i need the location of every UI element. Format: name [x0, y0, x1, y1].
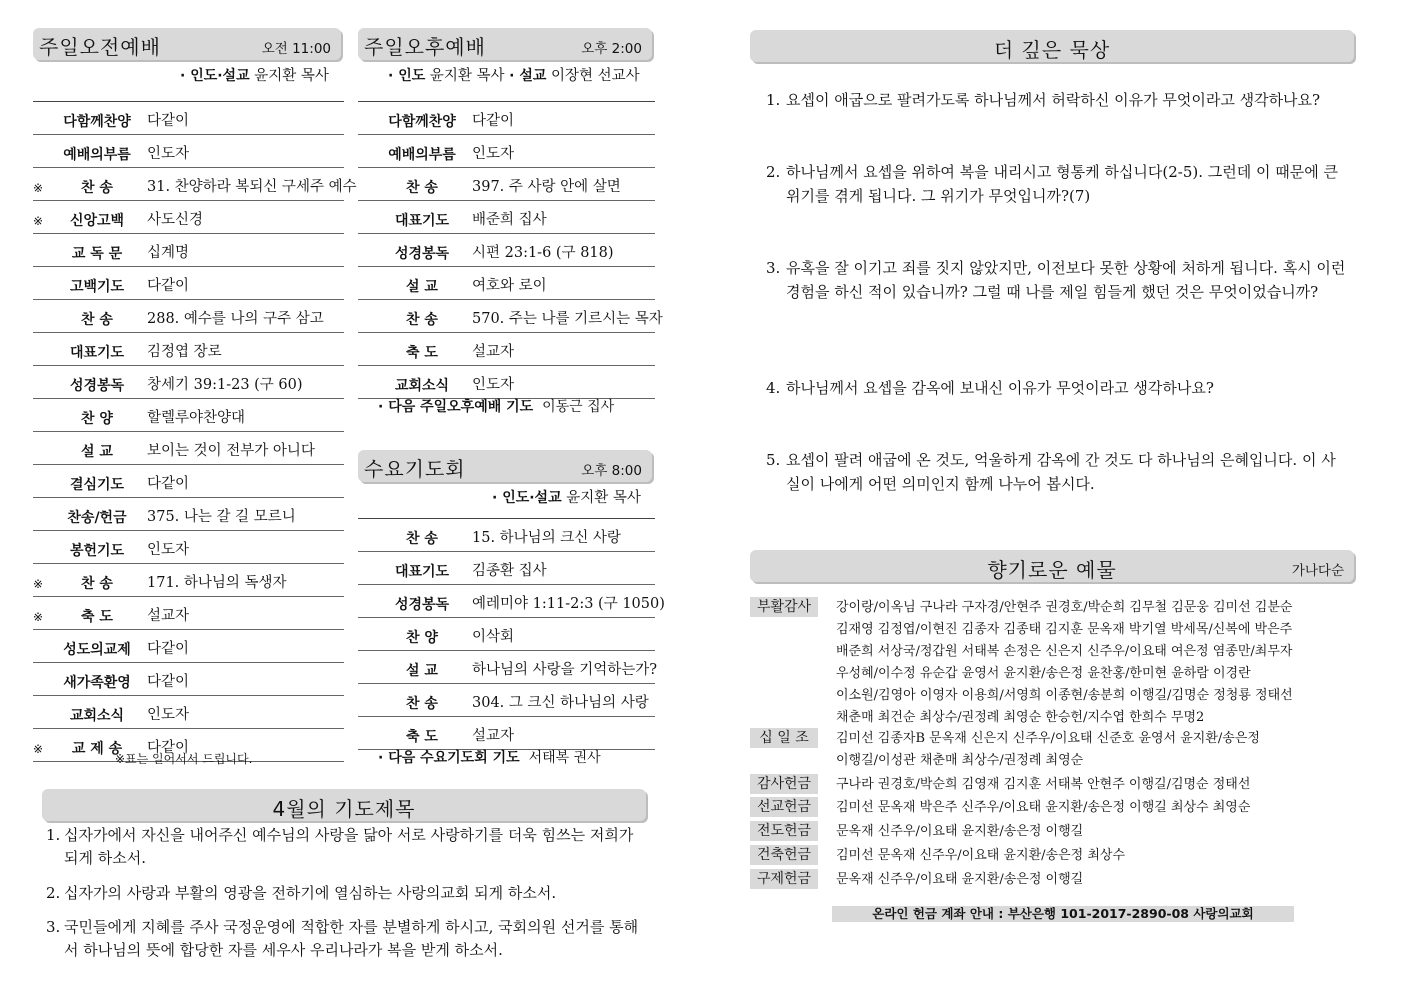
order-row [33, 432, 344, 465]
order-row-value: 171. 하나님의 독생자 [147, 575, 287, 591]
wednesday-leader [492, 486, 641, 507]
order-row-value: 288. 예수를 나의 구주 삼고 [147, 311, 324, 327]
order-row [358, 234, 655, 267]
order-row-label: 설 교 [406, 279, 438, 295]
prayer-item-number: 3. [46, 918, 61, 936]
meditation-title: 더 깊은 묵상 [993, 38, 1111, 62]
offering-name-line: 이소원/김영아 이영자 이용희/서영희 이종현/송분희 이행길/김명순 정청룡 정태선 [836, 688, 1293, 703]
order-row-value: 인도자 [472, 377, 515, 393]
prayer-item-number: 2. [46, 884, 61, 902]
morning-leader [180, 64, 329, 85]
offering-names [836, 774, 1346, 796]
prayer-item-number: 1. [46, 826, 61, 844]
order-row-label: 예배의부름 [388, 147, 456, 163]
order-row-value: 시편 23:1-6 (구 818) [472, 245, 614, 261]
afternoon-service-time: 오후 2:00 [581, 41, 642, 57]
order-row-value: 배준희 집사 [472, 212, 547, 228]
offering-name-line: 김재영 김정엽/이현진 김종자 김종태 김지훈 문옥재 박기열 박세목/신복에 박은주 [836, 622, 1293, 637]
order-row-label: 찬 송 [81, 180, 113, 196]
wednesday-next-name: 서태복 권사 [528, 750, 601, 766]
order-row [33, 201, 344, 234]
order-row [33, 663, 344, 696]
order-row [358, 201, 655, 234]
standing-mark: ※ [33, 742, 44, 756]
order-row [358, 519, 655, 552]
order-row-value: 다같이 [147, 674, 190, 690]
order-row-value: 창세기 39:1-23 (구 60) [147, 377, 303, 393]
order-row-value: 여호와 로이 [472, 278, 547, 294]
order-row [358, 651, 658, 684]
order-row-label: 성경봉독 [394, 597, 450, 613]
morning-leader-label: · 인도·설교 [180, 68, 250, 84]
wednesday-leader-label: · 인도·설교 [492, 490, 562, 506]
prayer-topics-title: 4월의 기도제목 [272, 797, 416, 821]
offering-title: 향기로운 예물 [987, 558, 1117, 582]
offering-category: 부활감사 [750, 597, 818, 617]
order-row-value: 인도자 [147, 707, 190, 723]
order-row-label: 성경봉독 [69, 378, 125, 394]
order-row-label: 다함께찬양 [63, 114, 131, 130]
order-row [358, 135, 655, 168]
meditation-question-text: 하나님께서 요셉을 위하여 복을 내리시고 형통케 하십니다(2-5). 그런데 이 때문에 큰 위기를 겪게 됩니다. 그 위기가 무엇입니까?(7) [786, 163, 1338, 205]
meditation-question-text: 유혹을 잘 이기고 죄를 짓지 않았지만, 이전보다 못한 상황에 처하게 됩니다. 혹시 이런 경험을 하신 적이 있습니까? 그럴 때 나를 제일 힘들게 했던 것은 무엇이었습니까? [786, 259, 1346, 301]
order-row-value: 예레미야 1:11-2:3 (구 1050) [472, 596, 665, 612]
order-row [358, 267, 655, 300]
order-row-label: 다함께찬양 [388, 114, 456, 130]
order-row-label: 축 도 [406, 345, 438, 361]
order-row-label: 찬송/헌금 [67, 510, 127, 526]
order-row-label: 교 제 송 [71, 741, 123, 757]
meditation-question-text: 요셉이 애굽으로 팔려가도록 하나님께서 허락하신 이유가 무엇이라고 생각하나요? [786, 91, 1321, 109]
order-row [358, 618, 655, 651]
order-row [358, 717, 655, 750]
offering-category: 전도헌금 [750, 821, 818, 841]
wednesday-next-label: · 다음 수요기도회 기도 [378, 750, 520, 766]
offering-name-line: 김미선 김종자B 문옥재 신은지 신주우/이요태 신준호 윤영서 윤지환/송은정 [836, 731, 1260, 746]
order-row [33, 531, 344, 564]
order-row [33, 597, 344, 630]
order-row-value: 397. 주 사랑 안에 살면 [472, 179, 621, 195]
order-row [358, 585, 665, 618]
wednesday-service-header [358, 450, 652, 482]
standing-mark: ※ [33, 181, 44, 195]
order-row-label: 고백기도 [69, 279, 125, 295]
order-row [358, 333, 655, 366]
morning-service-title: 주일오전예배 [39, 35, 161, 59]
order-row-label: 찬 송 [406, 312, 438, 328]
order-row [33, 168, 357, 201]
order-row [33, 234, 344, 267]
order-row-value: 보이는 것이 전부가 아니다 [147, 443, 315, 459]
offering-names [836, 597, 1346, 729]
order-row [33, 300, 344, 333]
order-row [358, 552, 655, 585]
order-row-label: 찬 송 [81, 312, 113, 328]
afternoon-preacher-name: 이장현 선교사 [550, 68, 640, 84]
offering-category: 감사헌금 [750, 774, 818, 794]
offering-names [836, 821, 1346, 843]
offering-category: 십 일 조 [750, 728, 818, 748]
order-row-label: 신앙고백 [69, 213, 125, 229]
order-row [358, 684, 655, 717]
order-row-value: 다같이 [147, 113, 190, 129]
afternoon-order-list [358, 101, 663, 399]
order-row [33, 333, 344, 366]
standing-mark: ※ [33, 610, 44, 624]
order-row [358, 366, 655, 399]
morning-service-time: 오전 11:00 [261, 41, 331, 57]
offering-name-line: 배준희 서상국/정갑원 서태복 손정은 신은지 신주우/이요태 여은정 염종만/최무자 [836, 644, 1293, 659]
order-row [358, 168, 655, 201]
order-row-label: 설 교 [81, 444, 113, 460]
wednesday-service-time: 오후 8:00 [581, 463, 642, 479]
order-row-value: 할렐루야찬양대 [147, 410, 246, 426]
order-row-label: 성경봉독 [394, 246, 450, 262]
order-row-label: 새가족환영 [63, 675, 131, 691]
order-row-value: 설교자 [147, 608, 190, 624]
wednesday-order-list [358, 518, 665, 750]
order-row-value: 다같이 [472, 113, 515, 129]
order-row [33, 630, 344, 663]
order-row-value: 다같이 [147, 641, 190, 657]
order-row-label: 교회소식 [69, 708, 125, 724]
order-row [358, 300, 663, 333]
offering-category: 구제헌금 [750, 869, 818, 889]
morning-order-list [33, 101, 357, 762]
order-row-value: 사도신경 [147, 212, 204, 228]
offering-name-line: 강이랑/이옥님 구나라 구자경/안현주 권경호/박순희 김무철 김문웅 김미선 김분순 [836, 600, 1293, 615]
online-offering-account: 온라인 헌금 계좌 안내 : 부산은행 101-2017-2890-08 사랑의교회 [832, 906, 1294, 922]
order-row-value: 인도자 [147, 542, 190, 558]
order-row-value: 31. 찬양하라 복되신 구세주 예수 [147, 179, 357, 195]
order-row-value: 570. 주는 나를 기르시는 목자 [472, 311, 663, 327]
meditation-question-text: 요셉이 팔려 애굽에 온 것도, 억울하게 감옥에 간 것도 다 하나님의 은혜입니다. 이 사실이 나에게 어떤 의미인지 함께 나누어 봅시다. [786, 451, 1336, 493]
prayer-item-text: 국민들에게 지혜를 주사 국정운영에 적합한 자를 분별하게 하시고, 국회의원 선거를 통해서 하나님의 뜻에 합당한 자를 세우사 우리나라가 복을 받게 하소서. [64, 918, 639, 959]
offering-name-line: 김미선 문옥재 박은주 신주우/이요태 윤지환/송은정 이행길 최상수 최영순 [836, 800, 1251, 815]
standing-mark: ※ [33, 577, 44, 591]
order-row-value: 설교자 [472, 344, 515, 360]
order-row-value: 설교자 [472, 728, 515, 744]
order-row [33, 696, 344, 729]
meditation-header [750, 30, 1354, 62]
offering-category: 건축헌금 [750, 845, 818, 865]
offering-name-line: 구나라 권경호/박순희 김영재 김지훈 서태복 안현주 이행길/김명순 정태선 [836, 777, 1251, 792]
order-row-value: 인도자 [147, 146, 190, 162]
prayer-topics-list [46, 824, 646, 964]
offering-names [836, 869, 1346, 891]
order-row-value: 이삭회 [472, 629, 515, 645]
offering-header [750, 550, 1354, 582]
afternoon-service-title: 주일오후예배 [364, 35, 486, 59]
order-row [33, 399, 344, 432]
order-row-value: 다같이 [147, 740, 190, 756]
order-row [33, 267, 344, 300]
order-row-label: 대표기도 [394, 213, 450, 229]
morning-leader-name: 윤지환 목사 [254, 68, 329, 84]
order-row-label: 찬 양 [406, 630, 438, 646]
order-row-value: 375. 나는 갈 길 모르니 [147, 509, 296, 525]
wednesday-next-prayer [378, 747, 601, 767]
order-row [33, 564, 344, 597]
meditation-question-number: 2. [766, 163, 781, 181]
order-row-label: 교 독 문 [71, 246, 123, 262]
meditation-question-number: 1. [766, 91, 781, 109]
order-row-label: 대표기도 [69, 345, 125, 361]
morning-service-header [33, 28, 341, 60]
order-row-label: 결심기도 [69, 477, 125, 493]
order-row-value: 304. 그 크신 하나님의 사랑 [472, 695, 649, 711]
order-row-label: 찬 송 [406, 696, 438, 712]
order-row-label: 축 도 [81, 609, 113, 625]
offering-name-line: 문옥재 신주우/이요태 윤지환/송은정 이행길 [836, 872, 1084, 887]
order-row-label: 봉헌기도 [69, 543, 125, 559]
offering-name-line: 문옥재 신주우/이요태 윤지환/송은정 이행길 [836, 824, 1084, 839]
order-row [33, 465, 344, 498]
order-row [358, 102, 655, 135]
order-row-value: 하나님의 사랑을 기억하는가? [472, 662, 658, 678]
order-row [33, 498, 344, 531]
order-row-label: 예배의부름 [63, 147, 131, 163]
prayer-item-text: 십자가에서 자신을 내어주신 예수님의 사랑을 닮아 서로 사랑하기를 더욱 힘쓰는 저희가 되게 하소서. [64, 826, 634, 867]
offering-category: 선교헌금 [750, 797, 818, 817]
order-row-label: 축 도 [406, 729, 438, 745]
order-row-value: 다같이 [147, 278, 190, 294]
order-row-label: 찬 송 [406, 531, 438, 547]
order-row-label: 설 교 [406, 663, 438, 679]
order-row [33, 135, 344, 168]
meditation-question-number: 3. [766, 259, 781, 277]
order-row-value: 인도자 [472, 146, 515, 162]
offering-name-line: 이행길/이성관 채춘매 최상수/권정례 최영순 [836, 753, 1084, 768]
order-row-value: 십계명 [147, 245, 190, 261]
offering-names [836, 797, 1346, 819]
order-row-value: 15. 하나님의 크신 사랑 [472, 530, 621, 546]
offering-name-line: 김미선 문옥재 신주우/이요태 윤지환/송은정 최상수 [836, 848, 1126, 863]
afternoon-leader-label: · 인도 [388, 68, 426, 84]
meditation-question-number: 5. [766, 451, 781, 469]
order-row-label: 성도의교제 [63, 642, 131, 658]
order-row-label: 교회소식 [394, 378, 450, 394]
afternoon-leader [388, 64, 640, 85]
offering-names [836, 845, 1346, 867]
order-row-label: 찬 양 [81, 411, 113, 427]
afternoon-preacher-label: · 설교 [509, 68, 547, 84]
order-row-value: 김종환 집사 [472, 563, 547, 579]
meditation-question-text: 하나님께서 요셉을 감옥에 보내신 이유가 무엇이라고 생각하나요? [786, 379, 1214, 397]
order-row-value: 김정엽 장로 [147, 344, 222, 360]
standing-note: ※표는 일어서서 드립니다. [115, 752, 253, 766]
wednesday-leader-name: 윤지환 목사 [566, 490, 641, 506]
afternoon-next-label: · 다음 주일오후예배 기도 [378, 399, 534, 415]
order-row-value: 다같이 [147, 476, 190, 492]
order-row-label: 찬 송 [81, 576, 113, 592]
prayer-topics-header [42, 789, 646, 821]
afternoon-next-prayer [378, 396, 614, 416]
prayer-item-text: 십자가의 사랑과 부활의 영광을 전하기에 열심하는 사랑의교회 되게 하소서. [64, 884, 557, 902]
wednesday-service-title: 수요기도회 [364, 457, 466, 481]
meditation-question-number: 4. [766, 379, 781, 397]
order-row [33, 102, 344, 135]
afternoon-next-name: 이동근 집사 [542, 399, 615, 415]
order-row-label: 대표기도 [394, 564, 450, 580]
offering-name-line: 우성혜/이수정 유순갑 윤영서 윤지환/송은정 윤찬홍/한미현 윤하람 이경란 [836, 666, 1251, 681]
offering-name-line: 채춘매 최건순 최상수/권정례 최영순 한승헌/지수엽 한희수 무명2 [836, 710, 1205, 725]
standing-mark: ※ [33, 214, 44, 228]
offering-order-note: 가나다순 [1291, 563, 1344, 579]
afternoon-leader-name: 윤지환 목사 [429, 68, 505, 84]
order-row-label: 찬 송 [406, 180, 438, 196]
afternoon-service-header [358, 28, 652, 60]
offering-names [836, 728, 1346, 772]
order-row [33, 366, 344, 399]
